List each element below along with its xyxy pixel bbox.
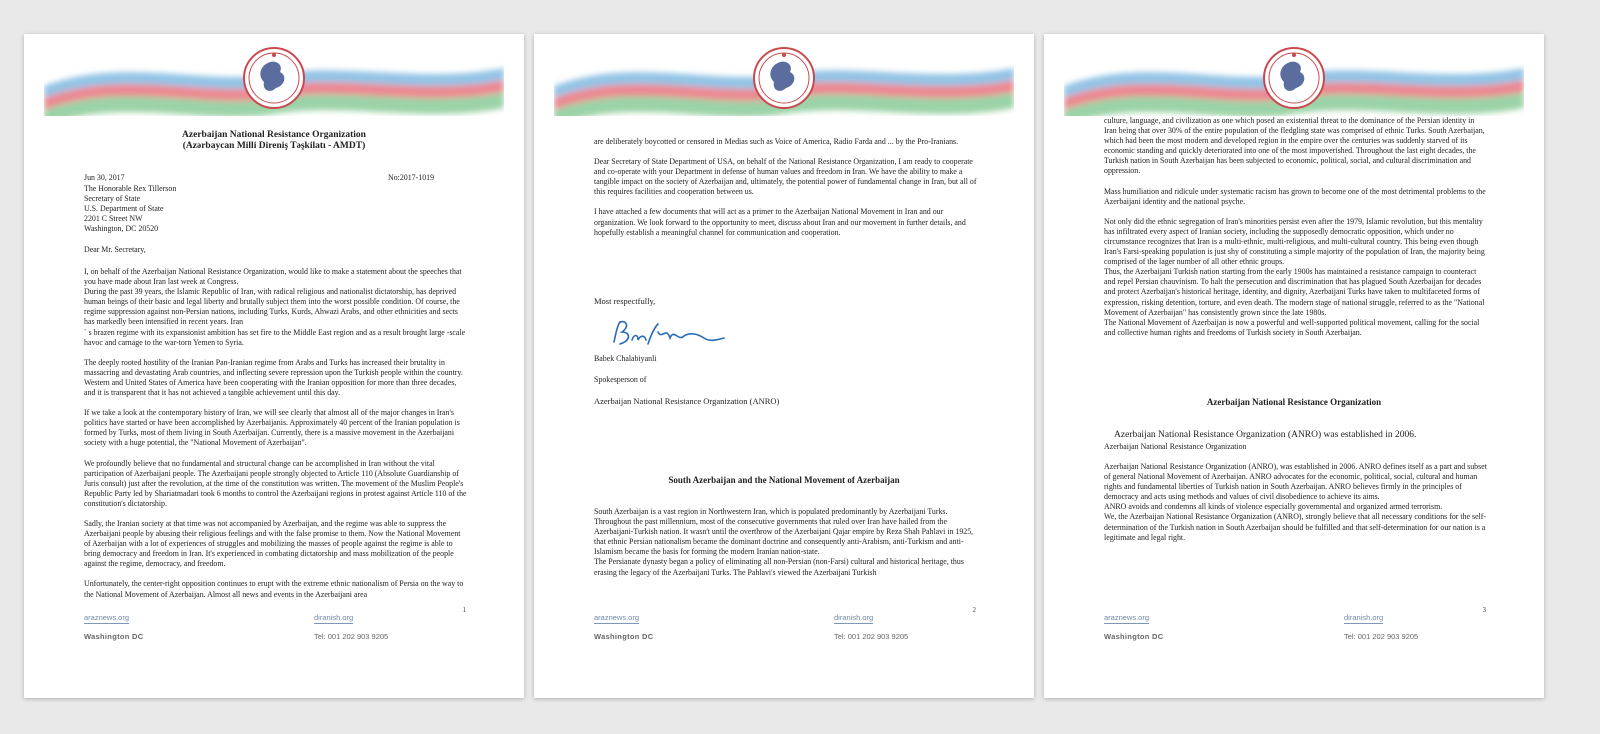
footer-link-araznews[interactable]: araznews.org: [84, 613, 130, 622]
footer-tel: Tel: 001 202 903 9205: [1344, 632, 1419, 641]
letterhead-subtitle: (Azərbaycan Milli Direniş Təşkilatı - AMDT): [182, 141, 366, 151]
letterhead-flag-logo: [1064, 46, 1524, 116]
letter-page-2: [534, 34, 1034, 698]
footer-link-diranish[interactable]: diranish.org: [834, 613, 874, 622]
page-number: 1: [462, 606, 466, 614]
organization-description: Azerbaijan National Resistance Organization (ANRO), was established in 2006. ANRO defines itself as a part and subset of general National Movement of Azerbaijan. ANRO advocates for the economic, political, social, cultural and human rights and fundamental liberties of Turkish nation in South Azerbaijan. ANRO believes firmly in the principles of democracy and acts using methods and values of civil disobedience to achieve its aims. ANRO avoids and condemns all kinds of violence especially governmental and organized armed terrorism. We, the Azerbaijan National Resistance Organization (ANRO), strongly believe that all necessary conditions for the self-determination of the Turkish nation in South Azerbaijan should be fulfilled and that self-determination for our nation is a legitimate and legal right.: [1104, 462, 1487, 542]
footer-link-diranish[interactable]: diranish.org: [1344, 613, 1384, 622]
paragraph: The deeply rooted hostility of the Iranian Pan-Iranian regime from Arabs and Turks has increased their brutality in massacring and devastating Arab countries, and inflecting severe repression upon the Turkish people within the country. Western and United States of America have been cooperating with the Iranian opposition for more than three decades, and it is transparent that it has not achieved a tangible achievement until this day.: [84, 357, 463, 398]
letterhead-title: Azerbaijan National Resistance Organization: [182, 130, 366, 140]
address-line: 2201 C Street NW: [84, 214, 143, 224]
section-heading: Azerbaijan National Resistance Organization: [1206, 397, 1382, 407]
footer-city: Washington DC: [84, 632, 144, 641]
address-line: The Honorable Rex Tillerson: [84, 184, 177, 193]
paragraph: Sadly, the Iranian society at that time was not accompanied by Azerbaijan, and the regime was able to suppress the Azerbaijani people by abusing their religious feelings and with the false promise to them. Now the National Movement of Azerbaijan with a lot of experiences of struggles and mobilizing the masses of people against the regime is able to bring democracy and freedom in Iran. It's experienced in combating dictatorship and mass mobilization of the people against the regime, democracy, and freedom.: [84, 518, 461, 569]
paragraph: I, on behalf of the Azerbaijan National Resistance Organization, would like to make a statement about the speeches that you have made about Iran last week at Congress. During the past 39 years, the Islamic Republic of Iran, with radical religious and nationalist dictatorship, has deprived human beings of their basic and legal liberty and brutally subject them into the worst possible condition. Of course, the regime suppression against non-Persian nations, including Turks, Kurds, Ahwazi Arabs, and other ethnicities and sects has markedly been intensified in recent years. Iran ` s brazen regime with its expansionist ambition has set fire to the Middle East region and as a result brought large -scale havoc and carnage to the war-torn Yemen to Syria.: [84, 267, 466, 347]
page-number: 2: [972, 606, 976, 614]
signature-image: [608, 318, 728, 352]
paragraph: We profoundly believe that no fundamental and structural change can be accomplished in Iran without the vital participation of Azerbaijani people. The Azerbaijani people strongly objected to Article 110 (Absolute Guardianship of Juris consult) just after the revolution, at the time of the constitution was written. The movement of the Muslim People's Republic Party led by Shariatmadari took 6 months to control the Azerbaijani regions in protest against Article 110 of the constitution's dictatorship.: [84, 458, 467, 508]
footer-tel: Tel: 001 202 903 9205: [314, 632, 389, 641]
footer-city: Washington DC: [1104, 632, 1164, 641]
salutation: Dear Mr. Secretary,: [84, 245, 146, 254]
section-heading: South Azerbaijan and the National Movement of Azerbaijan: [668, 475, 900, 485]
established-subline: Azerbaijan National Resistance Organization: [1104, 442, 1247, 451]
paragraph: Unfortunately, the center-right opposition continues to erupt with the extreme ethnic nationalism of Persia on the way to the National Movement of Azerbaijan. Almost all news and events in the Azerbaijani area: [84, 579, 464, 599]
paragraph: culture, language, and civilization as one which posed an existential threat to the dominance of the Persian identity in Iran being that over 30% of the entire population of the fledgling state was comprised of ethnic Turks. South Azerbaijan, which had been the most modern and developed region in the empire over the centuries was suddenly starved of its economic standing and quickly deteriorated into one of the most impoverished. Throughout the last eight decades, the Turkish nation in South Azerbaijan has been subjected to economic, political, social, and cultural discrimination and oppression.: [1104, 116, 1485, 176]
letter-page-3: [1044, 34, 1544, 698]
recipient-address: [84, 184, 384, 234]
letter-body: [84, 267, 468, 610]
section-body-continued: [1104, 116, 1488, 348]
paragraph: Dear Secretary of State Department of USA, on behalf of the National Resistance Organization, I am ready to cooperate and co-operate with your Department in defense of human values and freedom in Iran. We have the ability to make a tangible impact on the society of Azerbaijan and, ultimately, the potential power of fundamental change in Iran, but all of this requires facilities and cooperation between us.: [594, 157, 977, 197]
page-number: 3: [1482, 606, 1486, 614]
letter-body-continued: [594, 137, 978, 248]
letter-date: Jun 30, 2017: [84, 173, 125, 182]
address-line: Washington, DC 20520: [84, 224, 159, 234]
footer-link-araznews[interactable]: araznews.org: [594, 613, 640, 622]
letter-page-1: [24, 34, 524, 698]
address-line: Secretary of State: [84, 194, 141, 204]
paragraph: Not only did the ethnic segregation of Iran's minorities persist even after the 1979, Islamic revolution, but this mentality has infiltrated every aspect of Iranian society, including the supposedly democratic opposition, which under no circumstance recognizes that Iran is a multi-ethnic, multi-religious, and multi-cultural country. This being even though Iran's Farsi-speaking population is just shy of constituting a simple majority of the population of Iran, the majority being comprised of the lager number of all other ethnic groups. Thus, the Azerbaijani Turkish nation starting from the early 1900s has maintained a resistance campaign to counteract and repel Persian chauvinism. To halt the persecution and discrimination that has plagued South Azerbaijan for decades and protect Azerbaijan's historical heritage, identity, and dignity, Azerbaijani Turks have taken to multifaceted forms of expression, risking detention, torture, and even death. The modern stage of national struggle, referred to as the "National Movement of Azerbaijan" has consistently grown since the late 1980s. The National Movement of Azerbaijan is now a powerful and well-supported political movement, calling for the social and collective human rights and freedoms of Turkish society in South Azerbaijan.: [1104, 216, 1485, 337]
signer-organization: Azerbaijan National Resistance Organization (ANRO): [594, 396, 780, 406]
paragraph: are deliberately boycotted or censored in Medias such as Voice of America, Radio Farda and ... by the Pro-Iranians.: [594, 137, 959, 146]
footer-link-diranish[interactable]: diranish.org: [314, 613, 354, 622]
letter-ref-number: No:2017-1019: [388, 173, 435, 182]
footer-tel: Tel: 001 202 903 9205: [834, 632, 909, 641]
address-line: U.S. Department of State: [84, 204, 164, 214]
footer-city: Washington DC: [594, 632, 654, 641]
closing: Most respectfully,: [594, 296, 656, 306]
letterhead-flag-logo: [554, 46, 1014, 116]
paragraph: Mass humiliation and ridicule under systematic racism has grown to become one of the most detrimental problems to the Azerbaijani identity and the national psyche.: [1104, 186, 1486, 206]
signer-title: Spokesperson of: [594, 375, 647, 384]
section-body: [594, 507, 978, 588]
paragraph: South Azerbaijan is a vast region in Northwestern Iran, which is populated predominantly by Azerbaijani Turks. Throughout the past millennium, most of the consecutive governments that ruled over Iran have hailed from the Azerbaijani-Turkish nation. It wasn't until the overthrow of the Azerbaijani Qajar empire by Reza Shah Pahlavi in 1925, that ethnic Persian nationalism became the dominant doctrine and consequently anti-Arabism, anti-Turkism and anti-Islamism became the basis for forming the modern Iranian nation-state. The Persianate dynasty began a policy of eliminating all non-Persian (non-Farsi) cultural and historical heritage, thus erasing the legacy of the Azerbaijani Turks. The Pahlavi's viewed the Azerbaijani Turkish: [594, 507, 974, 577]
letterhead-flag-logo: [44, 46, 504, 116]
paragraph: I have attached a few documents that will act as a primer to the Azerbaijan National Movement in Iran and our organization. We look forward to the opportunity to meet, discuss about Iran and our movement in further details, and hopefully establish a meaningful channel for communication and cooperation.: [594, 207, 966, 237]
signer-name: Babek Chalabiyanli: [594, 354, 657, 363]
established-statement: Azerbaijan National Resistance Organization (ANRO) was established in 2006.: [1114, 430, 1417, 440]
footer-link-araznews[interactable]: araznews.org: [1104, 613, 1150, 622]
paragraph: If we take a look at the contemporary history of Iran, we will see clearly that almost all of the major changes in Iran's politics have started or have been accomplished by Azerbaijanis. Approximately 40 percent of the Iranian population is formed by Turks, most of them living in South Azerbaijan. Currently, there is a massive movement in the Azerbaijani society with a huge potential, the "National Movement of Azerbaijan".: [84, 408, 460, 448]
